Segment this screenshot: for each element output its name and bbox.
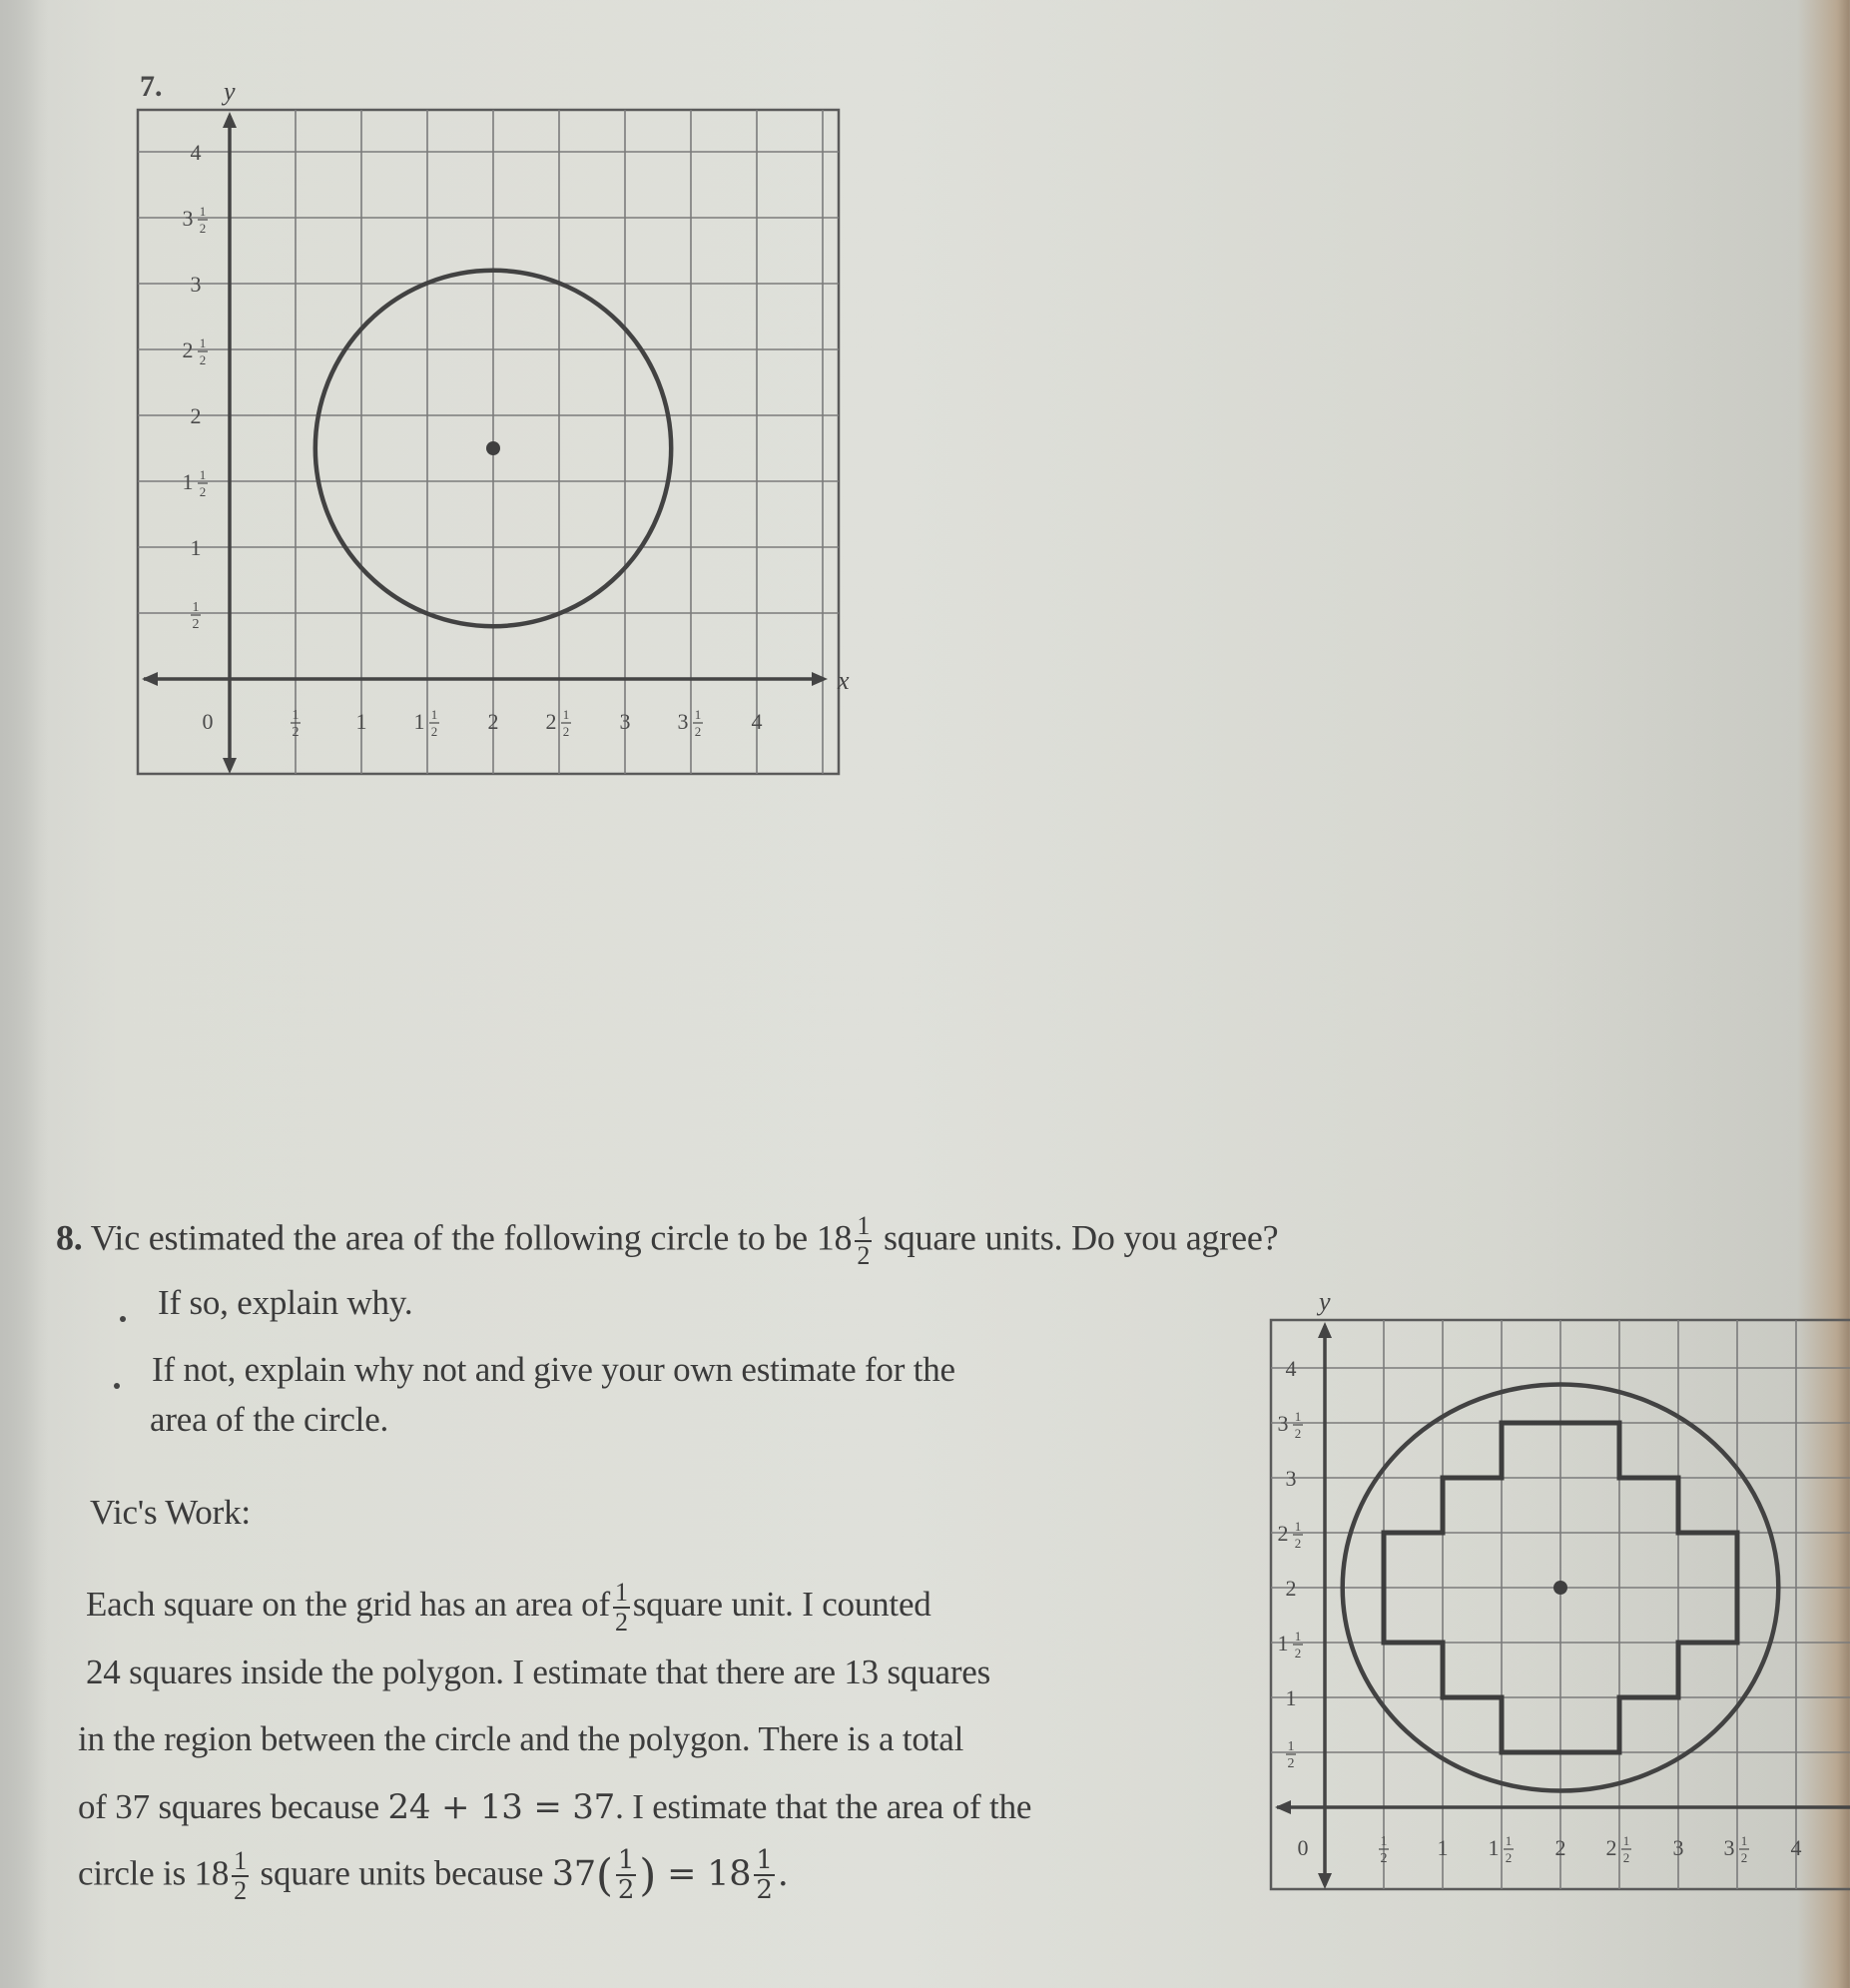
coordinate-grid [120, 80, 879, 799]
svg-text:1: 1 [562, 707, 570, 722]
x-axis-arrow-left-icon [1275, 1800, 1291, 1814]
bullet-2: If not, explain why not and give your own estimate for the [152, 1350, 955, 1389]
equation-sum: 24 + 13 = 37 [387, 1787, 616, 1827]
svg-text:1: 1 [1505, 1833, 1513, 1848]
svg-text:4: 4 [1285, 1356, 1297, 1381]
svg-text:1: 1 [199, 467, 207, 482]
y-tick-label [1286, 1685, 1297, 1710]
svg-text:3: 3 [1285, 1466, 1297, 1491]
y-axis-label: y [1319, 1288, 1331, 1316]
svg-text:2: 2 [1294, 1646, 1302, 1660]
prompt-text-before: Vic estimated the area of the following circle to be 18 [90, 1217, 853, 1258]
svg-text:1: 1 [1294, 1629, 1302, 1644]
problem-8-prompt [56, 1213, 1278, 1269]
y-axis-arrow-down-icon [223, 758, 237, 774]
svg-text:1: 1 [1287, 1739, 1295, 1754]
svg-text:1: 1 [292, 708, 300, 723]
svg-text:4: 4 [1790, 1835, 1802, 1860]
x-axis-label: x [838, 666, 850, 695]
svg-text:1: 1 [1488, 1835, 1500, 1860]
circle-center-point [1553, 1581, 1567, 1595]
bullet-2-continued: area of the circle. [150, 1400, 389, 1439]
svg-text:3: 3 [182, 206, 194, 231]
x-tick-label [1438, 1835, 1449, 1860]
x-axis-arrow-left-icon [142, 672, 158, 686]
work-line-5: circle is 18 $\frac{1}{2}$ square units because 37( $\frac{1}{2}$ ) = 18 $\frac{1}{2}$ . [78, 1845, 789, 1906]
svg-text:2: 2 [199, 484, 207, 499]
svg-text:3: 3 [1672, 1835, 1684, 1860]
svg-text:2: 2 [1294, 1536, 1302, 1551]
svg-text:1: 1 [1740, 1833, 1748, 1848]
svg-text:2: 2 [199, 352, 207, 367]
work-line-2: 24 squares inside the polygon. I estimate that there are 13 squares [86, 1653, 991, 1691]
problem-8-number: 8. [56, 1217, 83, 1258]
y-tick-label [1278, 1519, 1304, 1551]
svg-text:2: 2 [1605, 1835, 1617, 1860]
svg-text:2: 2 [192, 617, 200, 632]
bullet-marker [120, 1316, 126, 1322]
y-tick-label [191, 403, 202, 428]
svg-text:4: 4 [751, 709, 763, 734]
svg-text:2: 2 [1554, 1835, 1566, 1860]
page-edge-shadow [0, 0, 48, 1988]
y-tick-label [183, 467, 209, 499]
bullet-marker [114, 1383, 120, 1389]
svg-text:3: 3 [1277, 1411, 1289, 1436]
svg-text:2: 2 [545, 709, 557, 734]
x-tick-label [620, 709, 631, 734]
x-tick-label [1673, 1835, 1684, 1860]
svg-text:1: 1 [413, 709, 425, 734]
x-axis-arrow-right-icon [812, 672, 828, 686]
problem-8-graph [1253, 1288, 1850, 1927]
svg-text:3: 3 [677, 709, 689, 734]
x-tick-label [356, 709, 367, 734]
svg-text:1: 1 [199, 204, 207, 219]
svg-text:2: 2 [1277, 1521, 1289, 1546]
svg-text:2: 2 [182, 337, 194, 362]
work-line-3: in the region between the circle and the polygon. There is a total [78, 1719, 964, 1758]
svg-text:1: 1 [182, 469, 194, 494]
svg-text:2: 2 [1380, 1851, 1388, 1866]
svg-text:2: 2 [190, 403, 202, 428]
y-tick-label [1278, 1629, 1304, 1660]
y-tick-label [1286, 1576, 1297, 1601]
problem-7-number: 7. [140, 70, 163, 103]
x-tick-label [1298, 1835, 1309, 1860]
svg-text:1: 1 [190, 535, 202, 560]
x-tick-label [1555, 1835, 1566, 1860]
coordinate-grid [1253, 1288, 1850, 1927]
svg-text:2: 2 [1740, 1850, 1748, 1865]
svg-text:1: 1 [1380, 1834, 1388, 1849]
y-axis-label: y [224, 80, 236, 106]
svg-text:2: 2 [199, 221, 207, 236]
svg-text:1: 1 [694, 707, 702, 722]
y-tick-label [183, 335, 209, 367]
svg-text:1: 1 [192, 600, 200, 615]
work-fraction: $\frac{1}{2}$ [614, 1578, 628, 1637]
bullet-1: If so, explain why. [158, 1283, 413, 1322]
x-tick-label [203, 709, 214, 734]
y-tick-label [1286, 1466, 1297, 1491]
svg-text:0: 0 [202, 709, 214, 734]
y-tick-label [1286, 1739, 1296, 1771]
prompt-text-after: square units. Do you agree? [883, 1217, 1279, 1258]
x-tick-label [1791, 1835, 1802, 1860]
svg-text:1: 1 [1294, 1519, 1302, 1534]
y-tick-label [191, 140, 202, 165]
svg-text:3: 3 [619, 709, 631, 734]
svg-text:1: 1 [1622, 1833, 1630, 1848]
svg-text:3: 3 [190, 272, 202, 297]
x-tick-label [488, 709, 499, 734]
work-line-1: Each square on the grid has an area of $\frac{1}{2}$ square unit. I counted [86, 1578, 931, 1637]
svg-text:1: 1 [430, 707, 438, 722]
equation-product: 37( $\frac{1}{2}$ ) = 18 $\frac{1}{2}$ . [551, 1845, 789, 1905]
svg-text:2: 2 [694, 724, 702, 739]
svg-text:1: 1 [1277, 1631, 1289, 1656]
problem-7-graph [120, 80, 879, 799]
y-tick-label [191, 272, 202, 297]
y-axis-arrow-down-icon [1318, 1873, 1332, 1889]
vics-work-heading: Vic's Work: [90, 1493, 251, 1532]
grid-frame [138, 110, 839, 774]
svg-text:1: 1 [199, 335, 207, 350]
svg-text:2: 2 [487, 709, 499, 734]
svg-text:2: 2 [1622, 1850, 1630, 1865]
y-axis-arrow-up-icon [1318, 1322, 1332, 1338]
svg-text:1: 1 [355, 709, 367, 734]
y-tick-label [183, 204, 209, 236]
y-axis-arrow-up-icon [223, 112, 237, 128]
svg-text:1: 1 [1437, 1835, 1449, 1860]
svg-text:2: 2 [1505, 1850, 1513, 1865]
y-tick-label [191, 535, 202, 560]
svg-text:2: 2 [1285, 1576, 1297, 1601]
svg-text:2: 2 [1287, 1756, 1295, 1771]
svg-text:4: 4 [190, 140, 202, 165]
svg-text:2: 2 [292, 725, 300, 740]
y-tick-label [1278, 1409, 1304, 1441]
svg-text:3: 3 [1723, 1835, 1735, 1860]
y-tick-label [191, 600, 201, 632]
svg-text:1: 1 [1294, 1409, 1302, 1424]
y-tick-label [1286, 1356, 1297, 1381]
svg-text:1: 1 [1285, 1685, 1297, 1710]
x-tick-label [752, 709, 763, 734]
circle-center-point [486, 441, 500, 455]
svg-text:2: 2 [1294, 1426, 1302, 1441]
svg-text:2: 2 [430, 724, 438, 739]
svg-text:0: 0 [1297, 1835, 1309, 1860]
work-line-4: of 37 squares because 24 + 13 = 37. I estimate that the area of the [78, 1787, 1032, 1827]
prompt-fraction: $\frac{1}{2}$ [857, 1211, 871, 1270]
svg-text:2: 2 [562, 724, 570, 739]
